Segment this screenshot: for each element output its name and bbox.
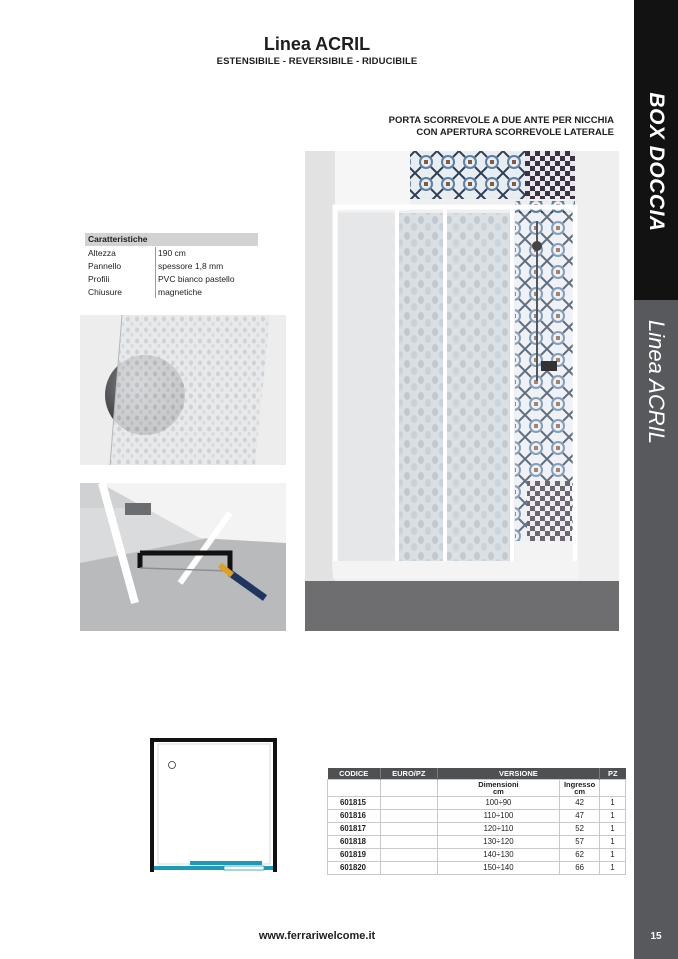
table-row <box>328 848 626 861</box>
table-row <box>328 835 626 848</box>
cell-entry: 57 <box>560 835 600 848</box>
cell-dimensions: 150÷140 <box>437 861 559 874</box>
cell-code: 601818 <box>328 835 381 848</box>
cell-price <box>380 848 437 861</box>
table-row <box>328 822 626 835</box>
cell-price <box>380 809 437 822</box>
entry-unit: cm <box>574 786 586 796</box>
cell-entry: 42 <box>560 796 600 809</box>
cell-entry: 47 <box>560 809 600 822</box>
dimensions-unit: cm <box>493 786 504 796</box>
footer-website: www.ferrariwelcome.it <box>258 930 376 942</box>
spec-key: Altezza <box>88 248 116 258</box>
spec-key: Profili <box>88 274 110 284</box>
cell-price <box>380 835 437 848</box>
plan-drawing <box>150 738 277 872</box>
cell-pz: 1 <box>600 796 626 809</box>
entry-label: Ingresso <box>563 779 596 789</box>
cell-code: 601817 <box>328 822 381 835</box>
sidebar-line-name: Linea ACRIL <box>644 320 669 444</box>
specs-row-closures <box>85 286 258 298</box>
product-photo <box>305 151 619 631</box>
cell-dimensions: 120÷110 <box>437 822 559 835</box>
cell-dimensions: 110÷100 <box>437 809 559 822</box>
spec-value: magnetiche <box>158 287 202 297</box>
spec-value: 190 cm <box>158 248 186 258</box>
cell-pz: 1 <box>600 835 626 848</box>
header-price: EURO/PZ <box>380 768 437 779</box>
cell-price <box>380 796 437 809</box>
cell-price <box>380 822 437 835</box>
cell-pz: 1 <box>600 848 626 861</box>
description-line-2: CON APERTURA SCORREVOLE LATERALE <box>416 127 614 138</box>
spec-value: PVC bianco pastello <box>158 274 235 284</box>
panel-detail-photo <box>80 315 286 465</box>
spec-value: spessore 1,8 mm <box>158 261 224 271</box>
cell-pz: 1 <box>600 809 626 822</box>
spec-key: Chiusure <box>88 287 123 297</box>
cell-code: 601816 <box>328 809 381 822</box>
table-row <box>328 796 626 809</box>
cell-dimensions: 140÷130 <box>437 848 559 861</box>
header-version: VERSIONE <box>437 768 599 779</box>
header-pz: PZ <box>600 768 626 779</box>
table-row <box>328 809 626 822</box>
cell-entry: 66 <box>560 861 600 874</box>
specs-heading: Caratteristiche <box>85 233 258 246</box>
subheader-entry <box>560 779 600 796</box>
description-line-1: PORTA SCORREVOLE A DUE ANTE PER NICCHIA <box>388 115 614 126</box>
cell-price <box>380 861 437 874</box>
product-table <box>327 768 626 875</box>
page-title: Linea ACRIL <box>263 34 371 54</box>
cell-pz: 1 <box>600 822 626 835</box>
cell-pz: 1 <box>600 861 626 874</box>
sidebar-category: BOX DOCCIA <box>645 92 668 232</box>
cell-code: 601819 <box>328 848 381 861</box>
table-subheader-row <box>328 779 626 796</box>
cell-dimensions: 100÷90 <box>437 796 559 809</box>
cell-entry: 52 <box>560 822 600 835</box>
page-number: 15 <box>650 931 662 942</box>
specs-row-height <box>85 247 258 259</box>
cell-code: 601815 <box>328 796 381 809</box>
product-description <box>389 115 614 139</box>
cell-entry: 62 <box>560 848 600 861</box>
dimensions-label: Dimensioni <box>478 779 519 789</box>
header-code: CODICE <box>328 768 381 779</box>
subheader-dimensions <box>437 779 559 796</box>
cell-code: 601820 <box>328 861 381 874</box>
table-row <box>328 861 626 874</box>
cell-dimensions: 130÷120 <box>437 835 559 848</box>
table-header-row <box>328 768 626 779</box>
page-subtitle: ESTENSIBILE - REVERSIBILE - RIDUCIBILE <box>216 56 418 67</box>
specs-row-panel <box>85 260 258 272</box>
specs-row-profiles <box>85 273 258 285</box>
specs-divider <box>155 247 156 298</box>
spec-key: Pannello <box>88 261 122 271</box>
cutting-detail-photo <box>80 483 286 631</box>
